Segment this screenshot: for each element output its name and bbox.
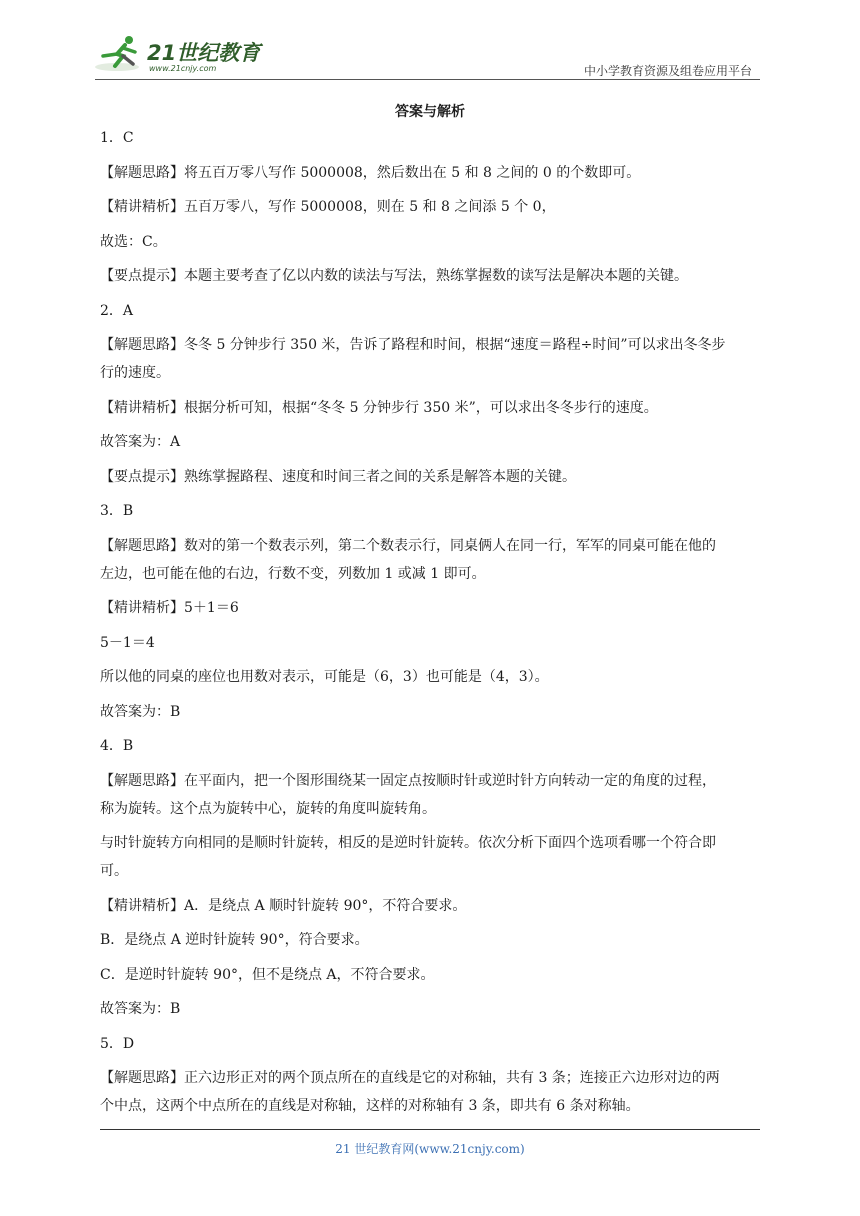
answer-section [100,501,760,736]
answer-section [100,128,760,301]
runner-logo-icon [95,34,265,74]
answer-text-line: 与时针旋转方向相同的是顺时针旋转，相反的是逆时针旋转。依次分析下面四个选项看哪一个符合即 [100,835,716,851]
answer-text-line: 个中点，这两个中点所在的直线是对称轴，这样的对称轴有 3 条，即共有 6 条对称轴。 [100,1098,640,1114]
page-header [95,28,760,80]
logo-subtext: www.21cnjy.com [149,64,217,73]
answer-text-line: 左边，也可能在他的右边，行数不变，列数加 1 或减 1 即可。 [100,565,486,582]
header-divider [95,79,760,80]
page-footer: 21 世纪教育网(www.21cnjy.com) [335,1142,525,1156]
answer-text-line: 【精讲精析】5＋1＝6 [100,600,239,616]
answer-section [100,301,760,502]
answer-text-line: 5－1＝4 [100,634,155,651]
answer-text-line: 【精讲精析】A．是绕点 A 顺时针旋转 90°，不符合要求。 [100,897,467,914]
answer-text-line: 故答案为：A [100,434,181,450]
answer-text-line: 【解题思路】冬冬 5 分钟步行 350 米，告诉了路程和时间，根据“速度＝路程÷时间”可以求出冬冬步 [100,337,726,353]
answer-section [100,1034,760,1131]
answer-text-line: 故选：C。 [100,233,167,250]
answer-text-line: 所以他的同桌的座位也用数对表示，可能是（6，3）也可能是（4，3）。 [100,669,549,685]
answer-text-line: 行的速度。 [100,365,170,381]
platform-name: 中小学教育资源及组卷应用平台 [583,64,752,78]
answer-text-line: C．是逆时针旋转 90°，但不是绕点 A，不符合要求。 [100,966,435,983]
answer-heading: 4．B [100,738,134,754]
answer-heading: 2．A [100,302,134,319]
answer-heading: 5．D [100,1035,135,1052]
answer-text-line: B．是绕点 A 逆时针旋转 90°，符合要求。 [100,932,369,948]
answer-text-line: 【解题思路】正六边形正对的两个顶点所在的直线是它的对称轴，共有 3 条；连接正六边形对边的两 [100,1070,720,1086]
brand-logo [95,34,265,74]
answer-heading: 3．B [100,503,134,519]
answer-text-line: 【精讲精析】根据分析可知，根据“冬冬 5 分钟步行 350 米”，可以求出冬冬步行的速度。 [100,399,658,416]
answer-text-line: 故答案为：B [100,703,181,720]
answer-list [100,128,760,1131]
footer-divider [100,1129,760,1130]
answer-text-line: 故答案为：B [100,1001,181,1017]
answer-text-line: 【要点提示】熟练掌握路程、速度和时间三者之间的关系是解答本题的关键。 [100,468,576,485]
page-title: 答案与解析 [395,104,465,120]
answer-text-line: 【要点提示】本题主要考查了亿以内数的读法与写法，熟练掌握数的读写法是解决本题的关键。 [100,268,688,284]
answer-text-line: 可。 [100,863,128,879]
answer-text-line: 【精讲精析】五百万零八，写作 5000008，则在 5 和 8 之间添 5 个 0， [100,199,556,215]
answer-text-line: 【解题思路】在平面内，把一个图形围绕某一固定点按顺时针或逆时针方向转动一定的角度的过程， [100,772,716,789]
answer-text-line: 称为旋转。这个点为旋转中心，旋转的角度叫旋转角。 [100,800,436,817]
logo-text: 21世纪教育 [147,41,261,65]
answer-text-line: 【解题思路】数对的第一个数表示列，第二个数表示行，同桌俩人在同一行，军军的同桌可能在他的 [100,537,716,554]
answer-heading: 1．C [100,130,134,146]
answer-text-line: 【解题思路】将五百万零八写作 5000008，然后数出在 5 和 8 之间的 0 的个数即可。 [100,164,641,181]
answer-section [100,736,760,1034]
